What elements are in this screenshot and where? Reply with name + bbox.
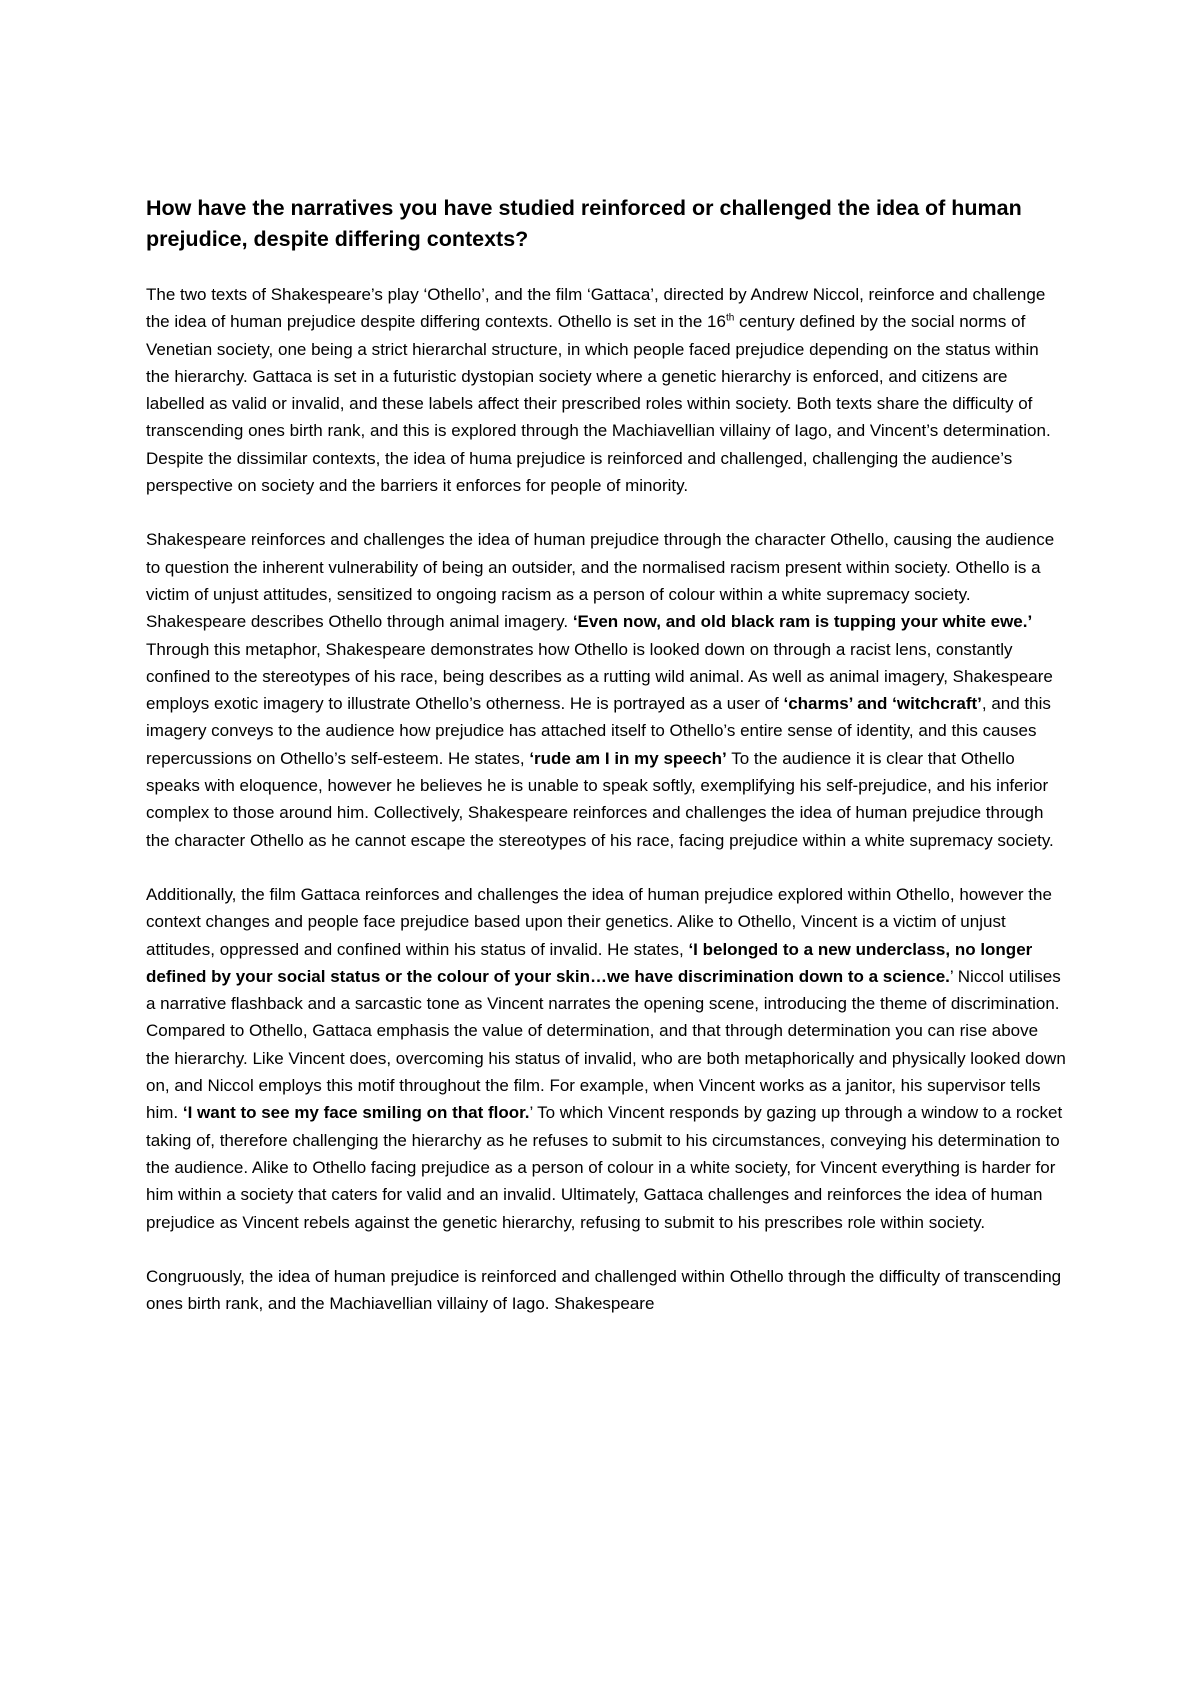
quote-charms-witchcraft: ‘charms’ and ‘witchcraft’ [783,694,982,714]
text-run: Shakespeare reinforces and challenges the idea of human prejudice through the character Othello, causing the audience to question the inherent vulnerability of being an outsider, and the normalised racism present within society. Othello is a victim of unjust attitudes, sensitized to ongoing racism as a person of colour within a white supremacy society. Shakespeare describes Othello through animal imagery. [146,530,1055,632]
quote-face-smiling: ‘I want to see my face smiling on that floor. [182,1103,530,1123]
text-run: The two texts of Shakespeare’s play ‘Othello’, and the film ‘Gattaca’, directed by Andrew Niccol, reinforce and challenge the idea of human prejudice despite differing contexts. Othello is set in the 16 [146,285,1046,332]
quote-rude-speech: ‘rude am I in my speech’ [529,748,727,768]
paragraph-introduction [146,281,1066,499]
paragraph-othello [146,526,1066,854]
quote-ram-ewe: ‘Even now, and old black ram is tupping your white ewe.’ [572,612,1033,632]
text-run: Additionally, the film Gattaca reinforces and challenges the idea of human prejudice explored within Othello, however the context changes and people face prejudice based upon their genetics. Alike to Othello, Vincent is a victim of unjust attitudes, oppressed and confined within his status of invalid. He states, [146,884,1052,959]
ordinal-superscript: th [725,312,735,324]
text-run: ’ To which Vincent responds by gazing up through a window to a rocket taking of, therefore challenging the hierarchy as he refuses to submit to his circumstances, conveying his determination to the audience. Alike to Othello facing prejudice as a person of colour in a white society, for Vincent everything is harder for him within a society that caters for valid and an invalid. Ultimately, Gattaca challenges and reinforces the idea of human prejudice as Vincent rebels against the genetic hierarchy, refusing to submit to his prescribes role within society. [146,1103,1063,1232]
document-body [146,193,1066,1317]
text-run: century defined by the social norms of Venetian society, one being a strict hierarchal structure, in which people faced prejudice depending on the status within the hierarchy. Gattaca is set in a futuristic dystopian society where a genetic hierarchy is enforced, and citizens are labelled as valid or invalid, and these labels affect their prescribed roles within society. Both texts share the difficulty of transcending ones birth rank, and this is explored through the Machiavellian villainy of Iago, and Vincent’s determination. Despite the dissimilar contexts, the idea of huma prejudice is reinforced and challenged, challenging the audience’s perspective on society and the barriers it enforces for people of minority. [146,312,1051,496]
text-run: Through this metaphor, Shakespeare demonstrates how Othello is looked down on through a racist lens, constantly confined to the stereotypes of his race, being describes as a rutting wild animal. As well as animal imagery, Shakespeare employs exotic imagery to illustrate Othello’s otherness. He is portrayed as a user of [146,639,1053,714]
paragraph-congruously [146,1263,1066,1318]
text-run: To the audience it is clear that Othello speaks with eloquence, however he believes he is unable to speak softly, exemplifying his self-prejudice, and his inferior complex to those around him. Collectively, Shakespeare reinforces and challenges the idea of human prejudice through the character Othello as he cannot escape the stereotypes of his race, facing prejudice within a white supremacy society. [146,748,1054,850]
text-run: ’ Niccol utilises a narrative flashback and a sarcastic tone as Vincent narrates the opening scene, introducing the theme of discrimination. Compared to Othello, Gattaca emphasis the value of determination, and that through determination you can rise above the hierarchy. Like Vincent does, overcoming his status of invalid, who are both metaphorically and physically looked down on, and Niccol employs this motif throughout the film. For example, when Vincent works as a janitor, his supervisor tells him. [146,966,1066,1123]
text-run: , and this imagery conveys to the audience how prejudice has attached itself to Othello’s entire sense of identity, and this causes repercussions on Othello’s self-esteem. He states, [146,694,1051,768]
paragraph-gattaca [146,881,1066,1236]
quote-underclass: ‘I belonged to a new underclass, no longer defined by your social status or the colour of your skin…we have discrimination down to a science. [146,939,1033,986]
essay-question-title: How have the narratives you have studied reinforced or challenged the idea of human prejudice, despite differing contexts? [146,196,1022,251]
text-run: Congruously, the idea of human prejudice is reinforced and challenged within Othello through the difficulty of transcending ones birth rank, and the Machiavellian villainy of Iago. Shakespeare [146,1266,1062,1314]
